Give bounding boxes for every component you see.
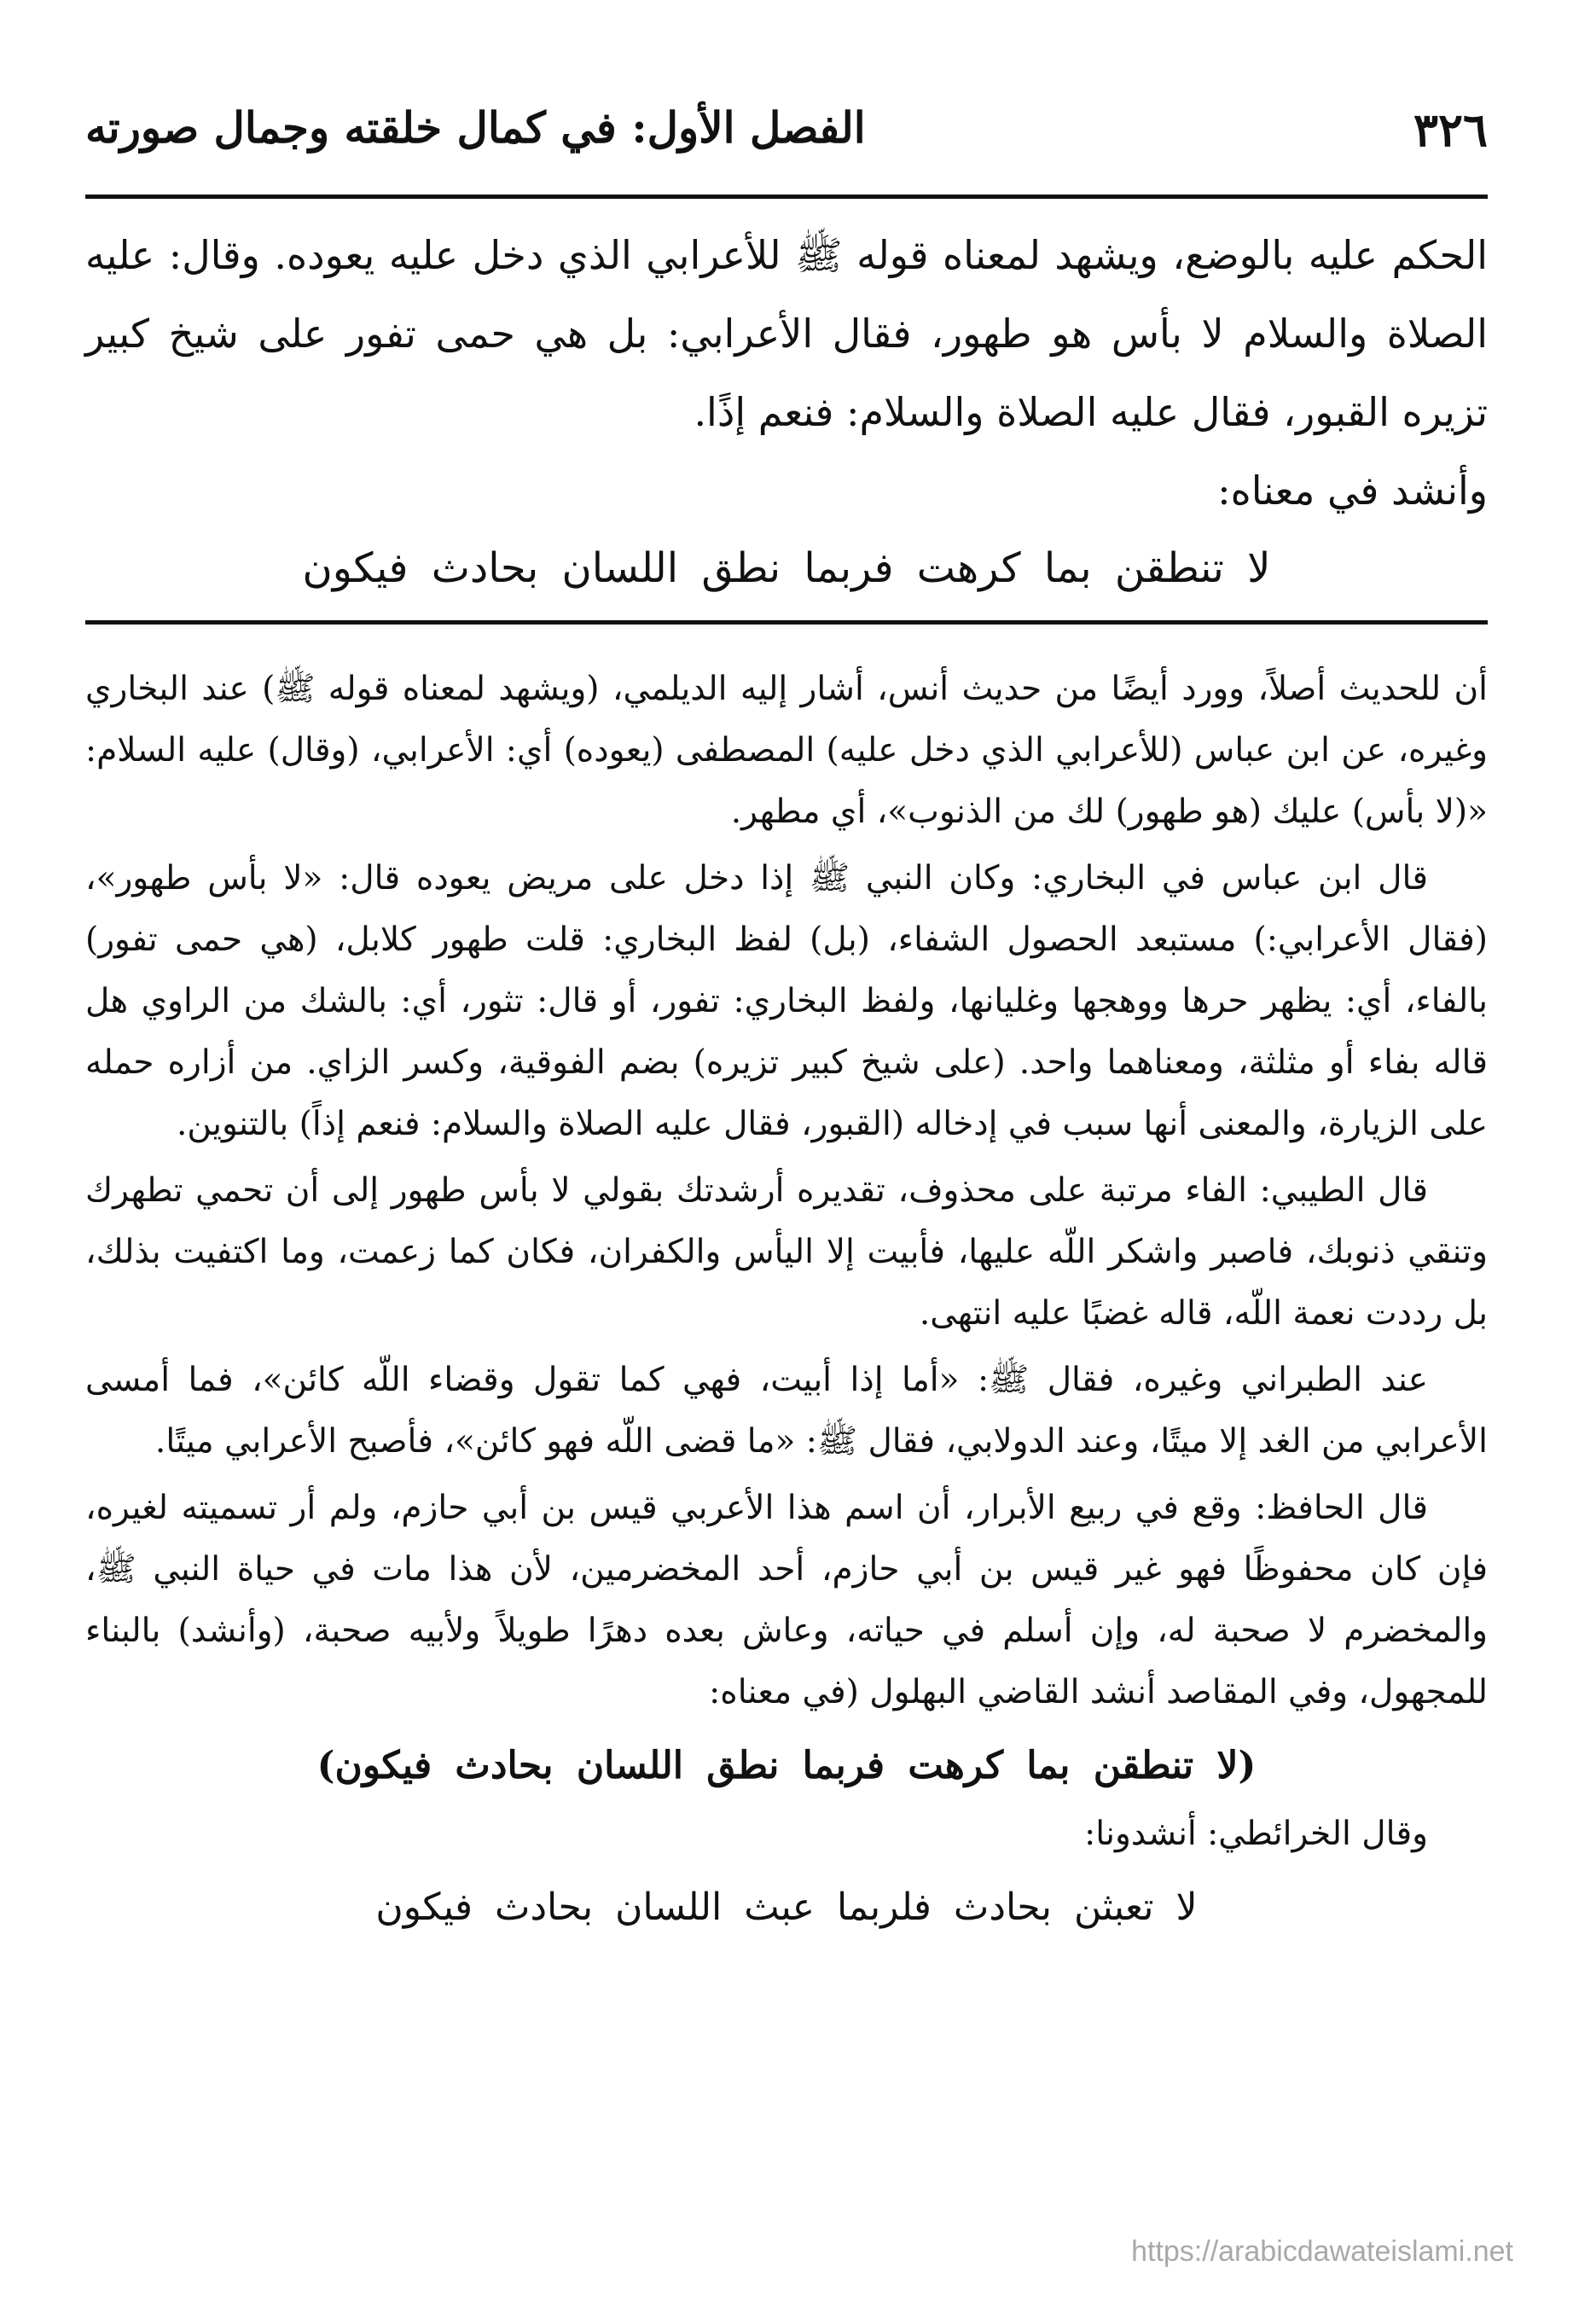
main-text-paragraph: الحكم عليه بالوضع، ويشهد لمعناه قوله ﷺ للأعرابي الذي دخل عليه يعوده. وقال: عليه الصلاة والسلام لا بأس هو طهور، فقال الأعرابي: بل هي حمى تفور على شيخ كبير تزيره القبور، فقال عليه الصلاة والسلام: فنعم إذًا. — [85, 232, 1488, 435]
header-rule — [85, 195, 1488, 199]
commentary — [85, 659, 1488, 1945]
watermark-url: https://arabicdawateislami.net — [1131, 2235, 1513, 2268]
main-text — [85, 216, 1488, 607]
page-number: ٣٢٦ — [1413, 102, 1488, 157]
chapter-title: الفصل الأول: في كمال خلقته وجمال صورته — [85, 102, 866, 153]
main-text-paragraph: وأنشد في معناه: — [1217, 468, 1488, 514]
commentary-paragraph: وقال الخرائطي: أنشدونا: — [1084, 1815, 1428, 1853]
commentary-paragraph: قال ابن عباس في البخاري: وكان النبي ﷺ إذا دخل على مريض يعوده قال: «لا بأس طهور»، (فقال الأعرابي:) مستبعد الحصول الشفاء، (بل) لفظ البخاري: قلت طهور كلابل، (هي حمى تفور) بالفاء، أي: يظهر حرها ووهجها وغليانها، ولفظ البخاري: تفور، أو قال: تثور، أي: بالشك من الراوي هل قاله بفاء أو مثلثة، ومعناهما واحد. (على شيخ كبير تزيره) بضم الفوقية، وكسر الزاي. من أزاره حمله على الزيارة، والمعنى أنها سبب في إدخاله (القبور، فقال عليه الصلاة والسلام: فنعم إذاً) بالتنوين. — [85, 859, 1488, 1143]
commentary-paragraph: قال الطيبي: الفاء مرتبة على محذوف، تقديره أرشدتك بقولي لا بأس طهور إلى أن تحمي تطهرك وتنقي ذنوبك، فاصبر واشكر اللّه عليها، فأبيت إلا اليأس والكفران، فكان كما زعمت، وما اكتفيت بذلك، بل رددت نعمة اللّه، قاله غضبًا عليه انتهى. — [85, 1171, 1488, 1333]
commentary-verse-quoted: (لا تنطقن بما كرهت فربما نطق اللسان بحادث فيكون) — [316, 1744, 1257, 1787]
commentary-paragraph: عند الطبراني وغيره، فقال ﷺ: «أما إذا أبيت، فهي كما تقول وقضاء اللّه كائن»، فما أمسى الأعرابي من الغد إلا ميتًا، وعند الدولابي، فقال ﷺ: «ما قضى اللّه فهو كائن»، فأصبح الأعرابي ميتًا. — [85, 1361, 1488, 1461]
section-divider — [85, 620, 1488, 625]
page-header — [85, 102, 1488, 179]
commentary-paragraph: أن للحديث أصلاً، وورد أيضًا من حديث أنس، أشار إليه الديلمي، (ويشهد لمعناه قوله ﷺ) عند البخاري وغيره، عن ابن عباس (للأعرابي الذي دخل عليه) المصطفى (يعوده) أي: الأعرابي، (وقال) عليه السلام: «(لا بأس) عليك (هو طهور) لك من الذنوب»، أي مطهر. — [85, 670, 1488, 831]
commentary-paragraph: قال الحافظ: وقع في ربيع الأبرار، أن اسم هذا الأعربي قيس بن أبي حازم، ولم أر تسميته لغيره، فإن كان محفوظًا فهو غير قيس بن أبي حازم، أحد المخضرمين، لأن هذا مات في حياة النبي ﷺ، والمخضرم لا صحبة له، وإن أسلم في حياته، وعاش بعده دهرًا طويلاً ولأبيه صحبة، (وأنشد) بالبناء للمجهول، وفي المقاصد أنشد القاضي البهلول (في معناه: — [85, 1489, 1488, 1711]
main-verse: لا تنطقن بما كرهت فربما نطق اللسان بحادث فيكون — [302, 544, 1271, 592]
commentary-verse-variant: لا تعبثن بحادث فلربما عبث اللسان بحادث فيكون — [375, 1885, 1198, 1929]
